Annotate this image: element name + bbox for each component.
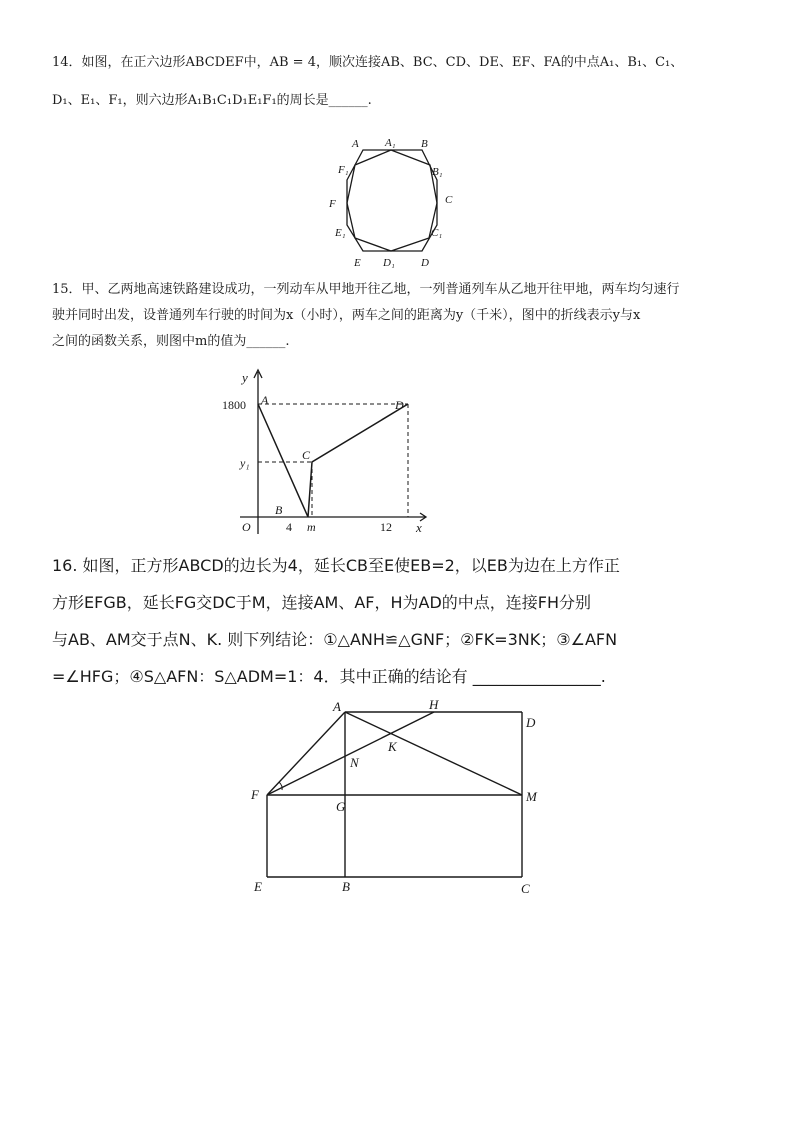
q16-figure-squares <box>245 695 555 900</box>
label-B: B <box>421 138 428 150</box>
point-label-A: A <box>261 393 269 407</box>
q14-text-line2: D₁、E₁、F₁，则六边形A₁B₁C₁D₁E₁F₁的周长是______. <box>52 93 372 108</box>
tick-x-m: m <box>307 520 316 534</box>
label-F1: F₁ <box>338 164 349 176</box>
label-F: F <box>251 787 259 802</box>
label-A: A <box>352 138 359 150</box>
question-14 <box>52 50 744 114</box>
label-M: M <box>526 789 537 804</box>
label-A: A <box>333 699 341 714</box>
q16-text-line4: =∠HFG；④S△AFN：S△ADM=1：4．其中正确的结论有 ________________. <box>52 667 606 686</box>
point-label-D: D <box>395 398 404 412</box>
label-E1: E₁ <box>335 227 346 239</box>
q15-text-line1: 15．甲、乙两地高速铁路建设成功，一列动车从甲地开往乙地，一列普通列车从乙地开往甲地，两车均匀速行 <box>52 282 680 297</box>
tick-x-origin: O <box>242 520 251 534</box>
tick-x-4: 4 <box>286 520 292 534</box>
q14-figure-hexagon <box>325 133 465 268</box>
label-E: E <box>354 257 361 268</box>
label-C: C <box>521 881 530 896</box>
tick-y-1800: 1800 <box>222 398 246 412</box>
q15-text-line3: 之间的函数关系，则图中m的值为______. <box>52 334 290 349</box>
hexagon-abcdef <box>347 150 437 251</box>
label-A1: A₁ <box>385 137 396 149</box>
q16-text-line3: 与AB、AM交于点N、K. 则下列结论：①△ANH≌△GNF；②FK=3NK；③∠AFN <box>52 630 618 649</box>
label-C: C <box>445 194 453 206</box>
point-label-C: C <box>302 448 311 462</box>
tick-x-12: 12 <box>380 520 392 534</box>
label-D1: D₁ <box>383 257 395 268</box>
question-16 <box>52 547 752 695</box>
tick-y-y1: y₁ <box>240 456 250 470</box>
q16-text-line1: 16. 如图，正方形ABCD的边长为4，延长CB至E使EB=2，以EB为边在上方作正 <box>52 556 620 575</box>
label-G: G <box>336 799 346 814</box>
label-H: H <box>429 697 439 712</box>
label-B: B <box>342 879 350 894</box>
q14-text-line1: 14．如图，在正六边形ABCDEF中，AB = 4，顺次连接AB、BC、CD、DE、EF、FA的中点A₁、B₁、C₁、 <box>52 55 684 70</box>
hexagon-a1b1c1d1e1f1 <box>347 150 437 251</box>
q15-chart <box>220 362 440 542</box>
label-E: E <box>254 879 262 894</box>
label-K: K <box>388 739 397 754</box>
y-axis-label: y <box>242 370 248 385</box>
x-axis-label: x <box>416 520 422 535</box>
label-C1: C₁ <box>431 227 443 239</box>
label-F: F <box>329 198 336 210</box>
point-label-B: B <box>275 503 283 517</box>
label-B1: B₁ <box>432 166 443 178</box>
segment-AM <box>345 712 522 795</box>
label-N: N <box>350 755 359 770</box>
q15-text-line2: 驶并同时出发，设普通列车行驶的时间为x（小时），两车之间的距离为y（千米），图中的折线表示y与x <box>52 308 641 323</box>
distance-polyline <box>258 404 408 517</box>
segment-AF <box>267 712 345 795</box>
label-D: D <box>526 715 536 730</box>
question-15 <box>52 277 744 355</box>
label-D: D <box>421 257 429 268</box>
q16-text-line2: 方形EFGB，延长FG交DC于M，连接AM、AF，H为AD的中点，连接FH分别 <box>52 593 592 612</box>
segment-FH <box>267 712 434 795</box>
